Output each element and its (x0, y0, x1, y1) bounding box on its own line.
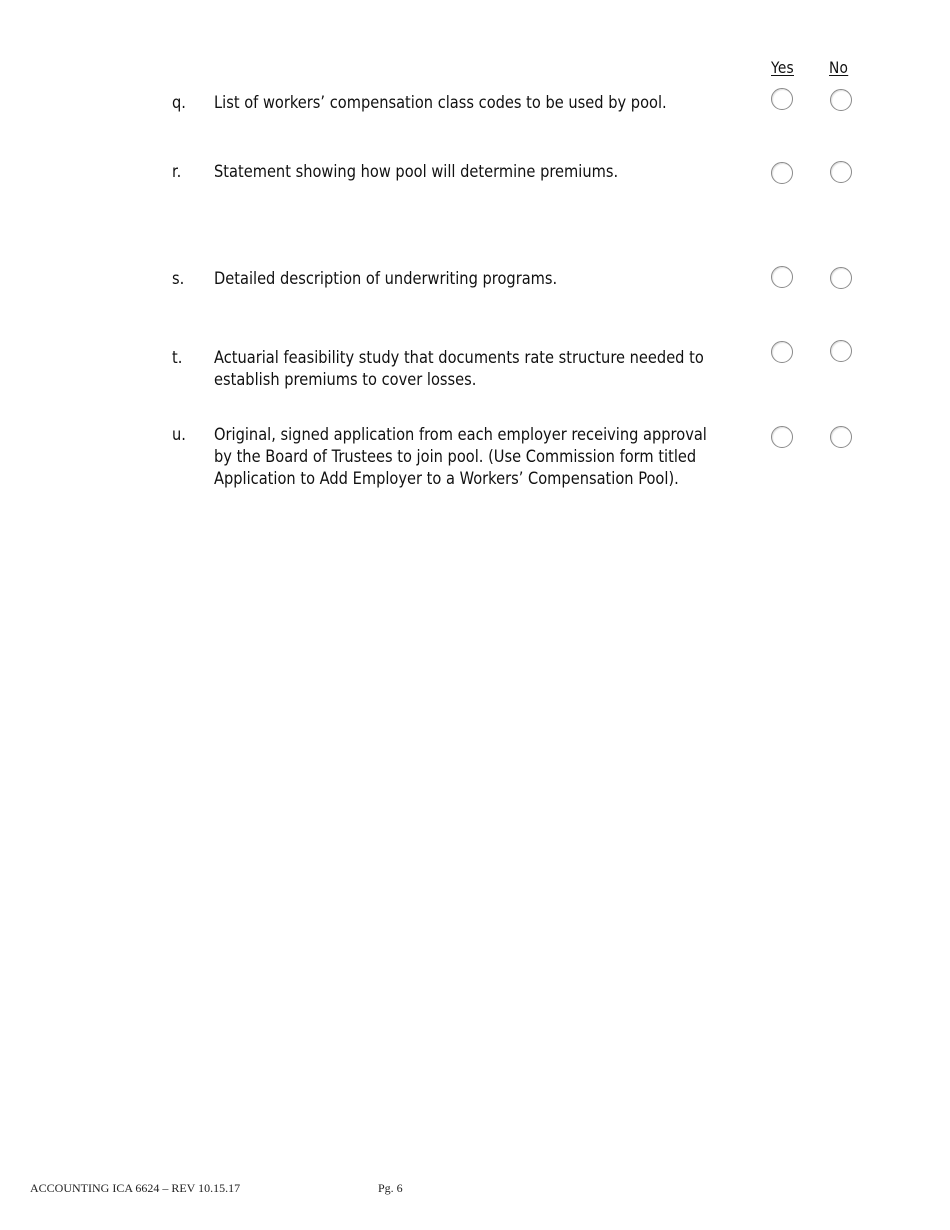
item-q-yes-radio[interactable] (771, 88, 793, 110)
no-column-header: No (829, 58, 849, 77)
item-r-no-radio[interactable] (830, 161, 852, 183)
item-u-no-radio[interactable] (830, 426, 852, 448)
item-s-no-radio[interactable] (830, 267, 852, 289)
item-letter: s. (172, 269, 185, 289)
form-id-footer: ACCOUNTING ICA 6624 – REV 10.15.17 (30, 1181, 241, 1195)
item-letter: q. (172, 93, 186, 113)
item-t-yes-radio[interactable] (771, 341, 793, 363)
item-letter: u. (172, 425, 186, 445)
item-r-yes-radio[interactable] (771, 162, 793, 184)
item-q-no-radio[interactable] (830, 89, 852, 111)
item-u-yes-radio[interactable] (771, 426, 793, 448)
item-text: Actuarial feasibility study that documents rate structure needed to establish premiums to cover losses. (214, 348, 704, 390)
item-t-no-radio[interactable] (830, 340, 852, 362)
item-letter: r. (172, 162, 182, 182)
item-text: Detailed description of underwriting programs. (214, 269, 558, 289)
item-text: Statement showing how pool will determine premiums. (214, 162, 619, 182)
item-s-yes-radio[interactable] (771, 266, 793, 288)
item-text: List of workers’ compensation class codes to be used by pool. (214, 93, 667, 113)
page-number: Pg. 6 (378, 1181, 403, 1195)
item-text: Original, signed application from each employer receiving approval by the Board of Trustees to join pool. (Use Commission form titled Application to Add Employer to a Workers’ Compensation Pool). (214, 425, 707, 489)
yes-column-header: Yes (771, 58, 794, 77)
item-letter: t. (172, 348, 183, 368)
